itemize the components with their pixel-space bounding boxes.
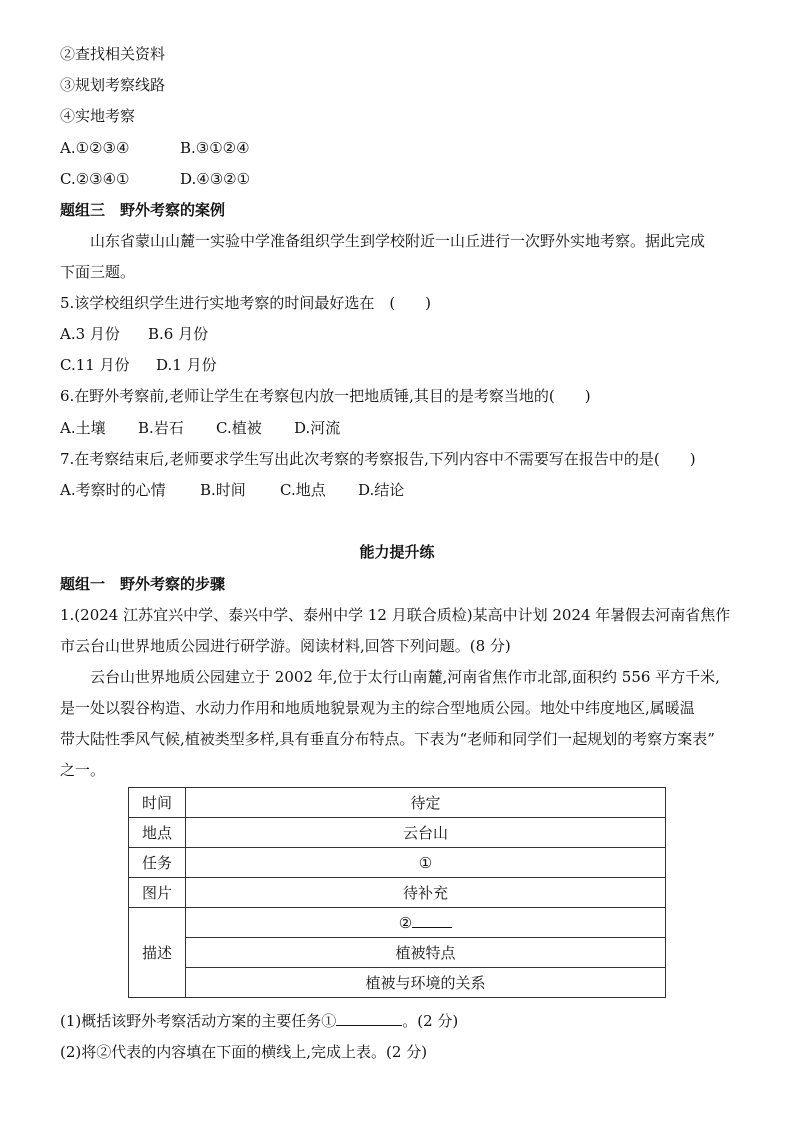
q4-option-b: B.③①②④ [180, 139, 250, 157]
q5-options-row-1 [60, 324, 208, 344]
table-row [129, 908, 666, 938]
description-blank-cell [186, 908, 666, 938]
q4-options-row-1 [60, 138, 250, 158]
sub-question-2-text: (2)将 [60, 1043, 97, 1061]
table-value-cell: 待补充 [186, 878, 666, 908]
q7-option-d: D.结论 [358, 481, 405, 499]
answer-blank-line[interactable] [412, 913, 452, 928]
table-key-cell: 任务 [129, 848, 186, 878]
table-key-cell: 时间 [129, 788, 186, 818]
table-value-cell: ① [186, 848, 666, 878]
group3-intro-line-2: 下面三题。 [60, 263, 136, 281]
q5-option-d: D.1 月份 [156, 356, 217, 374]
table-key-cell: 地点 [129, 818, 186, 848]
step-4-text: ④实地考察 [60, 107, 136, 125]
table-key-cell: 图片 [129, 878, 186, 908]
q5-option-c: C.11 月份 [60, 356, 130, 374]
material-line-2: 是一处以裂谷构造、水动力作用和地质地貌景观为主的综合型地质公园。地处中纬度地区,属暖温 [60, 699, 695, 717]
q4-options-row-2 [60, 169, 250, 189]
q6-options-row [60, 418, 340, 438]
sub-question-2 [60, 1042, 427, 1062]
sub-question-1-mark: ① [321, 1012, 337, 1030]
q4-option-c: C.②③④① [60, 170, 130, 188]
table-row [129, 968, 666, 998]
group1-heading: 题组一 野外考察的步骤 [60, 575, 226, 593]
question-7: 7.在考察结束后,老师要求学生写出此次考察的考察报告,下列内容中不需要写在报告中的是( ) [60, 450, 696, 468]
group3-heading: 题组三 野外考察的案例 [60, 201, 226, 219]
step-2-text: ②查找相关资料 [60, 45, 166, 63]
table-row [129, 788, 666, 818]
sub-question-1-score: 。(2 分) [402, 1012, 459, 1030]
q1-line-1: 1.(2024 江苏宜兴中学、泰兴中学、泰州中学 12 月联合质检)某高中计划 2024 年暑假去河南省焦作 [60, 606, 731, 624]
table-row [129, 818, 666, 848]
table-row [129, 848, 666, 878]
material-line-3: 带大陆性季风气候,植被类型多样,具有垂直分布特点。下表为“老师和同学们一起规划的考察方案表” [60, 730, 715, 748]
q7-option-b: B.时间 [200, 481, 246, 499]
material-line-4: 之一。 [60, 761, 106, 779]
q1-line-2: 市云台山世界地质公园进行研学游。阅读材料,回答下列问题。(8 分) [60, 637, 511, 655]
q7-option-c: C.地点 [280, 481, 326, 499]
material-line-1: 云台山世界地质公园建立于 2002 年,位于太行山南麓,河南省焦作市北部,面积约 556 平方千米, [90, 668, 720, 686]
group3-intro-line-1: 山东省蒙山山麓一实验中学准备组织学生到学校附近一山丘进行一次野外实地考察。据此完成 [90, 232, 706, 250]
survey-plan-table [128, 787, 666, 998]
table-value-cell: 云台山 [186, 818, 666, 848]
q5-option-b: B.6 月份 [148, 325, 209, 343]
description-mark: ② [398, 914, 413, 932]
table-value-cell: 待定 [186, 788, 666, 818]
section-title: 能力提升练 [359, 543, 435, 561]
answer-blank-line[interactable] [336, 1011, 402, 1026]
sub-question-2-mark: ② [96, 1043, 112, 1061]
table-row [129, 938, 666, 968]
q6-option-b: B.岩石 [138, 419, 184, 437]
table-value-cell: 植被特点 [186, 938, 666, 968]
q5-options-row-2 [60, 355, 217, 375]
sub-question-1 [60, 1011, 458, 1031]
q5-option-a: A.3 月份 [60, 325, 120, 343]
question-6: 6.在野外考察前,老师让学生在考察包内放一把地质锤,其目的是考察当地的( ) [60, 387, 591, 405]
sub-question-2-rest: 代表的内容填在下面的横线上,完成上表。(2 分) [111, 1043, 428, 1061]
q6-option-c: C.植被 [216, 419, 262, 437]
q6-option-a: A.土壤 [60, 419, 106, 437]
step-3-text: ③规划考察线路 [60, 76, 166, 94]
table-row [129, 878, 666, 908]
q4-option-d: D.④③②① [180, 170, 251, 188]
sub-question-1-text: (1)概括该野外考察活动方案的主要任务 [60, 1012, 322, 1030]
q7-options-row [60, 480, 404, 500]
q4-option-a: A.①②③④ [60, 139, 130, 157]
table-key-cell-description: 描述 [129, 908, 186, 998]
table-value-cell: 植被与环境的关系 [186, 968, 666, 998]
q7-option-a: A.考察时的心情 [60, 481, 166, 499]
question-5: 5.该学校组织学生进行实地考察的时间最好选在 ( ) [60, 294, 432, 312]
q6-option-d: D.河流 [294, 419, 341, 437]
